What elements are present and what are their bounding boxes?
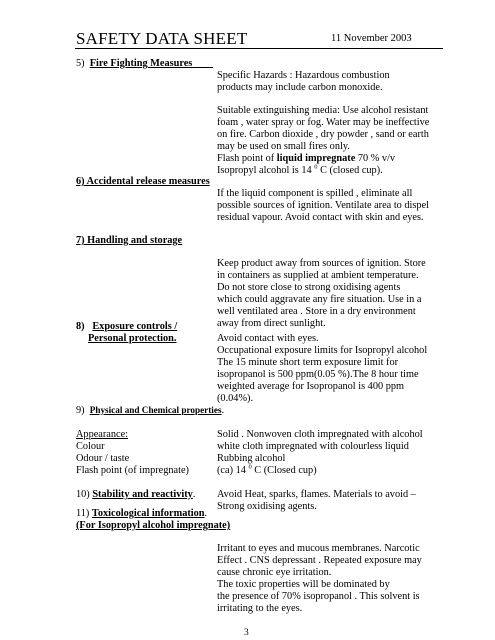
s5-iso-suffix: C (closed cup). [317, 165, 383, 176]
flash-point-label: Flash point (of impregnate) [76, 465, 189, 476]
s6-body-line: residual vapour. Avoid contact with skin and eyes. [217, 212, 424, 223]
page-number: 3 [244, 628, 249, 638]
s5-flash-prefix: Flash point of [217, 153, 277, 164]
odour-value: Rubbing alcohol [217, 453, 286, 464]
flash-prefix: (ca) 14 [217, 465, 249, 476]
s5-flash-suffix: 70 % v/v [355, 153, 396, 164]
header-divider [75, 48, 443, 49]
s6-body-line: If the liquid component is spilled , eliminate all [217, 188, 413, 199]
appearance-label: Appearance: [76, 429, 129, 440]
s8-body-line: Avoid contact with eyes. [217, 333, 319, 344]
s8-body-line: The 15 minute short term exposure limit for [217, 357, 399, 368]
section-5-title: Fire Fighting Measures [89, 58, 193, 69]
s8-body-line: isopropanol is 500 ppm(0.05 %).The 8 hour time [217, 369, 419, 380]
s11-body-line: Irritant to eyes and mucous membranes. Narcotic [217, 543, 420, 554]
s8-body-line: Occupational exposure limits for Isopropyl alcohol [217, 345, 428, 356]
flash-superscript: 0 [248, 463, 252, 471]
section-9-title: Physical and Chemical properties [89, 405, 222, 415]
section-9-heading: 9) Physical and Chemical properties. [76, 405, 225, 416]
section-10-heading: 10) Stability and reactivity. [76, 489, 196, 500]
section-6-heading: 6) Accidental release measures [76, 176, 210, 187]
s7-body-line: Do not store close to strong oxidising agents [217, 282, 401, 293]
s6-body-line: possible sources of ignition. Ventilate area to dispel [217, 200, 429, 211]
section-8-title-b: Personal protection. [88, 333, 177, 344]
document-date: 11 November 2003 [331, 33, 412, 44]
s7-body-line: in containers as supplied at ambient temperature. [217, 270, 419, 281]
s7-body-line: away from direct sunlight. [217, 318, 326, 329]
s5-media-line: on fire. Carbon dioxide , dry powder , sand or earth [217, 129, 429, 140]
s11-body-line: cause chronic eye irritation. [217, 567, 332, 578]
flash-suffix: C (Closed cup) [251, 465, 317, 476]
s11-body-line: Effect . CNS depressant . Repeated exposure may [217, 555, 422, 566]
flash-point-value [217, 465, 317, 477]
s5-iso-prefix: Isopropyl alcohol is 14 [217, 165, 315, 176]
section-11-subtitle: (For Isopropyl alcohol impregnate) [76, 520, 231, 531]
s5-flash-point [217, 153, 395, 165]
s7-body-line: Keep product away from sources of ignition. Store [217, 258, 426, 269]
odour-label: Odour / taste [76, 453, 130, 464]
s8-body-line: weighted average for Isopropanol is 400 ppm [217, 381, 405, 392]
section-10-title: Stability and reactivity [92, 489, 193, 500]
section-11-heading: 11) Toxicological information. [76, 508, 208, 519]
s7-body-line: well ventilated area . Store in a dry environment [217, 306, 416, 317]
section-11-title: Toxicological information [91, 508, 205, 519]
colour-value: white cloth impregnated with colourless liquid [217, 441, 409, 452]
s10-body-line: Avoid Heat, sparks, flames. Materials to avoid – [217, 489, 416, 500]
section-11-number: 11) [76, 508, 90, 519]
s11-body-line: irritating to the eyes. [217, 603, 303, 614]
appearance-value: Solid . Nonwoven cloth impregnated with alcohol [217, 429, 423, 440]
section-5-number: 5) [76, 58, 85, 69]
page-title: SAFETY DATA SHEET [76, 29, 248, 48]
s5-hazards-line: products may include carbon monoxide. [217, 82, 383, 93]
s10-body-line: Strong oxidising agents. [217, 501, 317, 512]
s5-iso-superscript: 0 [314, 163, 318, 171]
section-10-number: 10) [76, 489, 90, 500]
s5-media-line: foam , water spray or fog. Water may be ineffective [217, 117, 430, 128]
s5-isopropyl-flash [217, 165, 383, 177]
section-9-number: 9) [76, 405, 85, 416]
s11-body-line: The toxic properties will be dominated by [217, 579, 390, 590]
section-5-heading [76, 58, 213, 70]
s5-hazards-line: Specific Hazards : Hazardous combustion [217, 70, 390, 81]
s5-media-line: may be used on small fires only. [217, 141, 350, 152]
s11-body-line: the presence of 70% isopropanol . This solvent is [217, 591, 420, 602]
s8-body-line: (0.04%). [217, 393, 254, 404]
section-7-heading: 7) Handling and storage [76, 235, 183, 246]
section-8-title-a: Exposure controls / [92, 321, 178, 332]
s5-flash-bold: liquid impregnate [276, 153, 356, 164]
s5-media-line: Suitable extinguishing media: Use alcohol resistant [217, 105, 429, 116]
s7-body-line: which could aggravate any fire situation. Use in a [217, 294, 422, 305]
colour-label: Colour [76, 441, 105, 452]
section-8-number: 8) [76, 321, 85, 332]
section-8-heading [76, 321, 177, 333]
